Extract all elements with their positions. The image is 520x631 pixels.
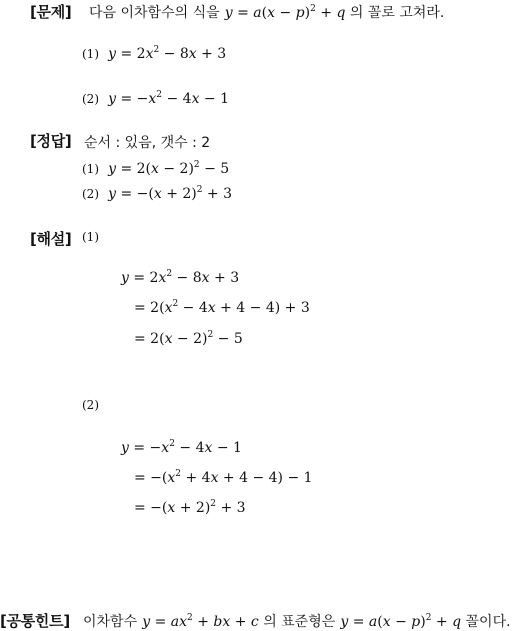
answer-item-1 bbox=[82, 158, 229, 177]
explanation-part-1-number: (1) bbox=[82, 230, 99, 244]
problem-item-2 bbox=[82, 88, 229, 107]
problem-label: [문제] bbox=[30, 3, 72, 21]
hint-label: [공통힌트] bbox=[0, 612, 70, 630]
hint-middle: 의 표준형은 bbox=[263, 614, 336, 630]
explanation-label: [해설] bbox=[30, 230, 72, 248]
explanation-1-step-3: = $2(x - 2)^2 - 5$ bbox=[134, 330, 243, 347]
explanation-1-step-1: $y = 2x^2 - 8x + 3$ bbox=[121, 269, 240, 286]
answer-item-2-number: (2) bbox=[82, 187, 99, 201]
problem-item-1-formula: $y = 2x^2 - 8x + 3$ bbox=[108, 45, 227, 62]
hint-prefix: 이차함수 bbox=[83, 614, 138, 630]
problem-statement bbox=[89, 2, 444, 22]
answer-item-2 bbox=[82, 183, 232, 202]
hint-statement bbox=[83, 611, 511, 631]
explanation-2-step-3: = $-(x + 2)^2 + 3$ bbox=[134, 499, 246, 516]
general-form-formula: $y = ax^2$ + bx + c bbox=[142, 613, 259, 630]
problem-suffix: 의 꼴로 고쳐라. bbox=[349, 5, 445, 21]
problem-item-1-number: (1) bbox=[82, 47, 99, 61]
hint-suffix: 꼴이다. bbox=[465, 614, 511, 630]
explanation-2-step-2: = $-(x^2 + 4x + 4 - 4) - 1$ bbox=[134, 469, 313, 486]
problem-item-2-number: (2) bbox=[82, 92, 99, 106]
problem-item-2-formula: $y = -x^2 - 4x - 1$ bbox=[108, 90, 230, 107]
answer-item-1-number: (1) bbox=[82, 162, 99, 176]
answer-summary: 순서 : 있음, 갯수 : 2 bbox=[84, 135, 211, 151]
answer-item-1-formula: $y = 2(x - 2)^2 - 5$ bbox=[108, 160, 230, 177]
problem-item-1 bbox=[82, 43, 226, 62]
explanation-1-step-2: = $2(x^2 - 4x + 4 - 4) + 3$ bbox=[134, 299, 310, 316]
explanation-part-2-number: (2) bbox=[82, 398, 99, 412]
explanation-2-step-1: $y = -x^2 - 4x - 1$ bbox=[121, 439, 242, 456]
hint-standard-form-formula: $y = a(x - p)^2 + q$ bbox=[340, 613, 462, 630]
answer-label: [정답] bbox=[30, 132, 72, 150]
answer-item-2-formula: $y = -(x + 2)^2 + 3$ bbox=[108, 185, 233, 202]
problem-prefix: 다음 이차함수의 식을 bbox=[89, 5, 220, 21]
standard-form-formula: $y = a(x - p)^2 + q$ bbox=[224, 4, 346, 21]
